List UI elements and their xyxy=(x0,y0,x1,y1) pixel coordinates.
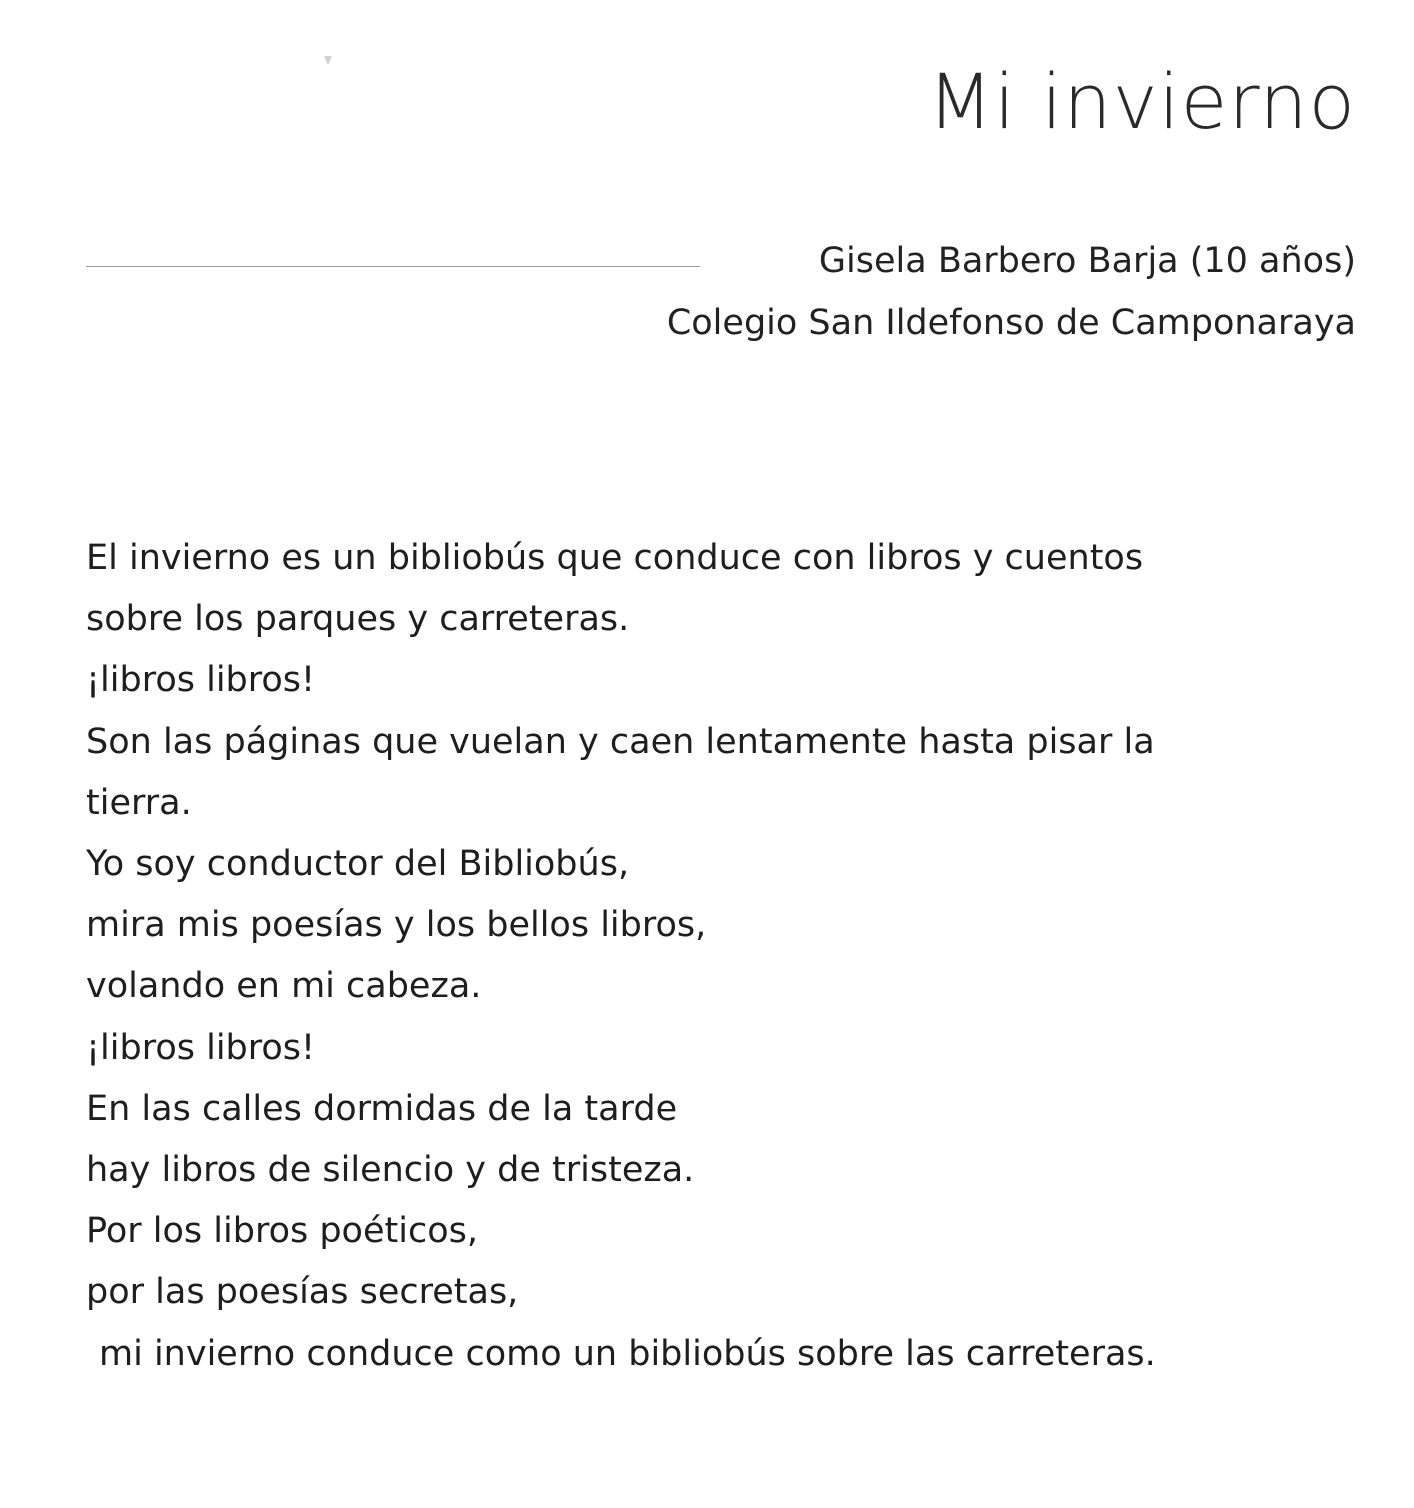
poem-title: Mi invierno xyxy=(927,57,1356,146)
poem-line: por las poesías secretas, xyxy=(86,1272,519,1313)
poem-line: ¡libros libros! xyxy=(86,660,316,701)
school-name: Colegio San Ildefonso de Camponaraya xyxy=(666,303,1356,343)
poem-line: mira mis poesías y los bellos libros, xyxy=(86,905,707,946)
poem-line: ¡libros libros! xyxy=(86,1027,316,1068)
poem-line: mi invierno conduce como un bibliobús sobre las carreteras. xyxy=(99,1333,1156,1374)
byline xyxy=(667,230,1356,354)
poem-line: sobre los parques y carreteras. xyxy=(86,599,630,640)
poem-body xyxy=(86,528,1346,1385)
author-rule-divider xyxy=(86,266,700,267)
poem-line: En las calles dormidas de la tarde xyxy=(86,1088,678,1129)
poem-line: Yo soy conductor del Bibliobús, xyxy=(86,844,630,885)
poem-line: volando en mi cabeza. xyxy=(86,966,482,1007)
poem-line: Son las páginas que vuelan y caen lentamente hasta pisar la xyxy=(86,721,1155,762)
poem-line: El invierno es un bibliobús que conduce con libros y cuentos xyxy=(86,538,1144,578)
poem-line: hay libros de silencio y de tristeza. xyxy=(86,1150,695,1191)
poem-line: tierra. xyxy=(86,782,192,823)
author-name: Gisela Barbero Barja (10 años) xyxy=(818,241,1356,281)
scan-speck xyxy=(324,56,332,65)
poem-line: Por los libros poéticos, xyxy=(86,1211,478,1252)
